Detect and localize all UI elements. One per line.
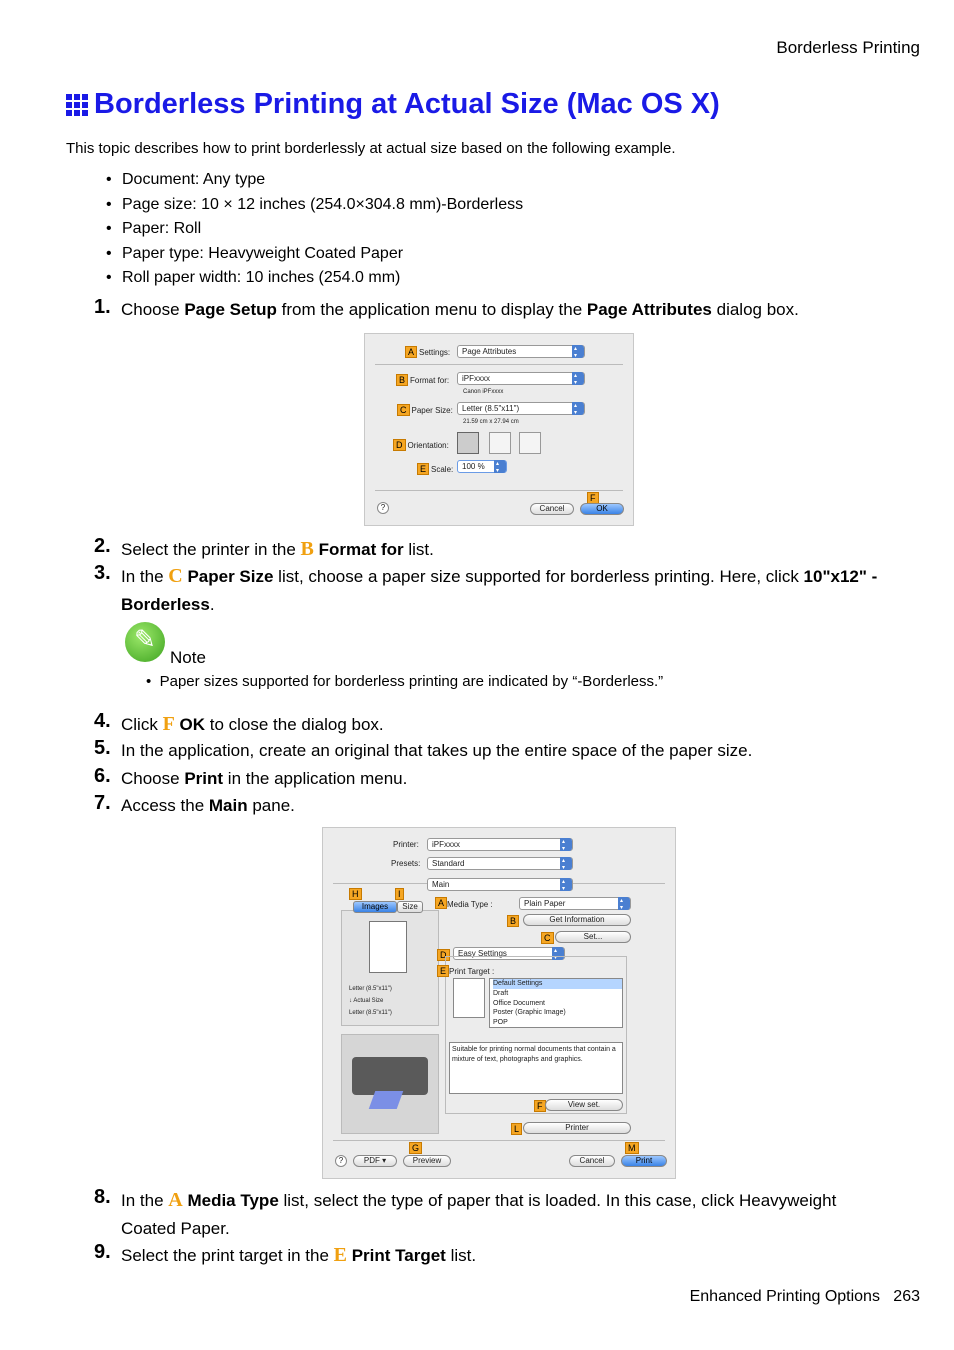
- example-list: [122, 168, 523, 291]
- landscape-reverse-icon[interactable]: [519, 432, 541, 454]
- print-button[interactable]: Print: [621, 1155, 667, 1167]
- cancel-button[interactable]: Cancel: [530, 503, 574, 515]
- printer-illustration: [341, 1034, 439, 1134]
- step-7: 7. Access the Main pane.: [94, 792, 295, 815]
- page-title: [66, 88, 720, 121]
- page-footer: Enhanced Printing Options 263: [689, 1288, 920, 1305]
- format-for-popup[interactable]: iPFxxxx ▴▾: [457, 372, 585, 385]
- step-1: [94, 296, 891, 324]
- title-text: Borderless Printing at Actual Size (Mac OS X): [94, 88, 720, 120]
- cancel-button[interactable]: Cancel: [569, 1155, 615, 1167]
- running-header: Borderless Printing: [776, 38, 920, 57]
- step-9: 9. Select the print target in the E Print Target list.: [94, 1241, 477, 1266]
- portrait-icon[interactable]: [457, 432, 479, 454]
- tab-images[interactable]: Images: [353, 901, 397, 913]
- view-set-button[interactable]: View set.: [545, 1099, 623, 1111]
- help-button[interactable]: ?: [335, 1155, 347, 1167]
- settings-popup[interactable]: Page Attributes ▴▾: [457, 345, 585, 358]
- step-8: 8. In the A Media Type list, select the type of paper that is loaded. In this case, click Heavyweight Coated Paper.: [94, 1186, 837, 1238]
- tab-size[interactable]: Size: [397, 901, 423, 913]
- step-number: 1.: [94, 296, 111, 318]
- step-2: 2. Select the printer in the B Format for list.: [94, 535, 434, 560]
- list-item[interactable]: Draft: [493, 989, 509, 997]
- easy-settings-popup[interactable]: Easy Settings ▴▾: [453, 947, 565, 960]
- note-pencil-icon: [125, 622, 165, 662]
- pdf-button[interactable]: PDF ▾: [353, 1155, 397, 1167]
- list-item[interactable]: Office Document: [493, 999, 546, 1007]
- get-information-button[interactable]: Get Information: [523, 914, 631, 926]
- set-button[interactable]: Set...: [555, 931, 631, 943]
- target-description: Suitable for printing normal documents that contain a mixture of text, photographs and graphics.: [449, 1042, 623, 1094]
- list-item: • Document: Any type: [122, 168, 523, 193]
- landscape-icon[interactable]: [489, 432, 511, 454]
- print-dialog: Printer: iPFxxxx ▴▾ Presets: Standard ▴▾ Main ▴▾ H I Images Size Letter (8.5"x11") ↓ Actual Size Letter (8.5"x11") A Media Type : Plain Paper ▴▾ B Get Information C Set... D Easy Settings ▴▾ E Print Target : Default Settings Draft Office Document Poster (Graphic Image) POP Suitable for printing normal documents that contain a mixture of text, photographs and graphics. F View set. L Printer G M ? PDF ▾ Preview Cancel Print: [322, 827, 676, 1179]
- paper-size-popup[interactable]: Letter (8.5"x11") ▴▾: [457, 402, 585, 415]
- printer-popup[interactable]: iPFxxxx ▴▾: [427, 838, 573, 851]
- step-text: Choose Page Setup from the application menu to display the Page Attributes dialog box.: [121, 300, 799, 319]
- note-text: • Paper sizes supported for borderless printing are indicated by “-Borderless.”: [146, 673, 664, 690]
- list-item: • Roll paper width: 10 inches (254.0 mm): [122, 266, 523, 291]
- list-item[interactable]: POP: [493, 1019, 508, 1027]
- print-target-list[interactable]: [489, 978, 623, 1028]
- printer-button[interactable]: Printer: [523, 1122, 631, 1134]
- list-item: • Paper type: Heavyweight Coated Paper: [122, 242, 523, 267]
- scale-input[interactable]: 100 % ▴▾: [457, 460, 507, 473]
- page-number: 263: [893, 1288, 920, 1305]
- page-preview: [369, 921, 407, 973]
- intro-text: This topic describes how to print borderlessly at actual size based on the following example.: [66, 140, 676, 157]
- note-label: Note: [170, 648, 206, 667]
- step-6: 6. Choose Print in the application menu.: [94, 765, 408, 788]
- list-item: • Paper: Roll: [122, 217, 523, 242]
- list-item[interactable]: Poster (Graphic Image): [493, 1009, 566, 1017]
- grid-icon: [66, 94, 88, 116]
- ok-button[interactable]: OK: [580, 503, 624, 515]
- page-attributes-dialog: A Settings: Page Attributes ▴▾ B Format for: iPFxxxx ▴▾ Canon iPFxxxx C Paper Size: Letter (8.5"x11") ▴▾ 21.59 cm x 27.94 cm D Orientation: E Scale: 100 % ▴▾ ? F Cancel OK: [364, 333, 634, 526]
- help-button[interactable]: ?: [377, 502, 389, 514]
- target-thumbnail: [453, 978, 485, 1018]
- step-3: 3. In the C Paper Size list, choose a paper size supported for borderless printing. Here, click 10"x12" - Borderless.: [94, 562, 878, 614]
- step-4: 4. Click F OK to close the dialog box.: [94, 710, 384, 735]
- media-type-popup[interactable]: Plain Paper ▴▾: [519, 897, 631, 910]
- list-item: • Page size: 10 × 12 inches (254.0×304.8 mm)-Borderless: [122, 193, 523, 218]
- pane-popup[interactable]: Main ▴▾: [427, 878, 573, 891]
- preview-button[interactable]: Preview: [403, 1155, 451, 1167]
- list-item[interactable]: Default Settings: [493, 979, 622, 989]
- step-5: 5. In the application, create an original that takes up the entire space of the paper size.: [94, 737, 753, 760]
- presets-popup[interactable]: Standard ▴▾: [427, 857, 573, 870]
